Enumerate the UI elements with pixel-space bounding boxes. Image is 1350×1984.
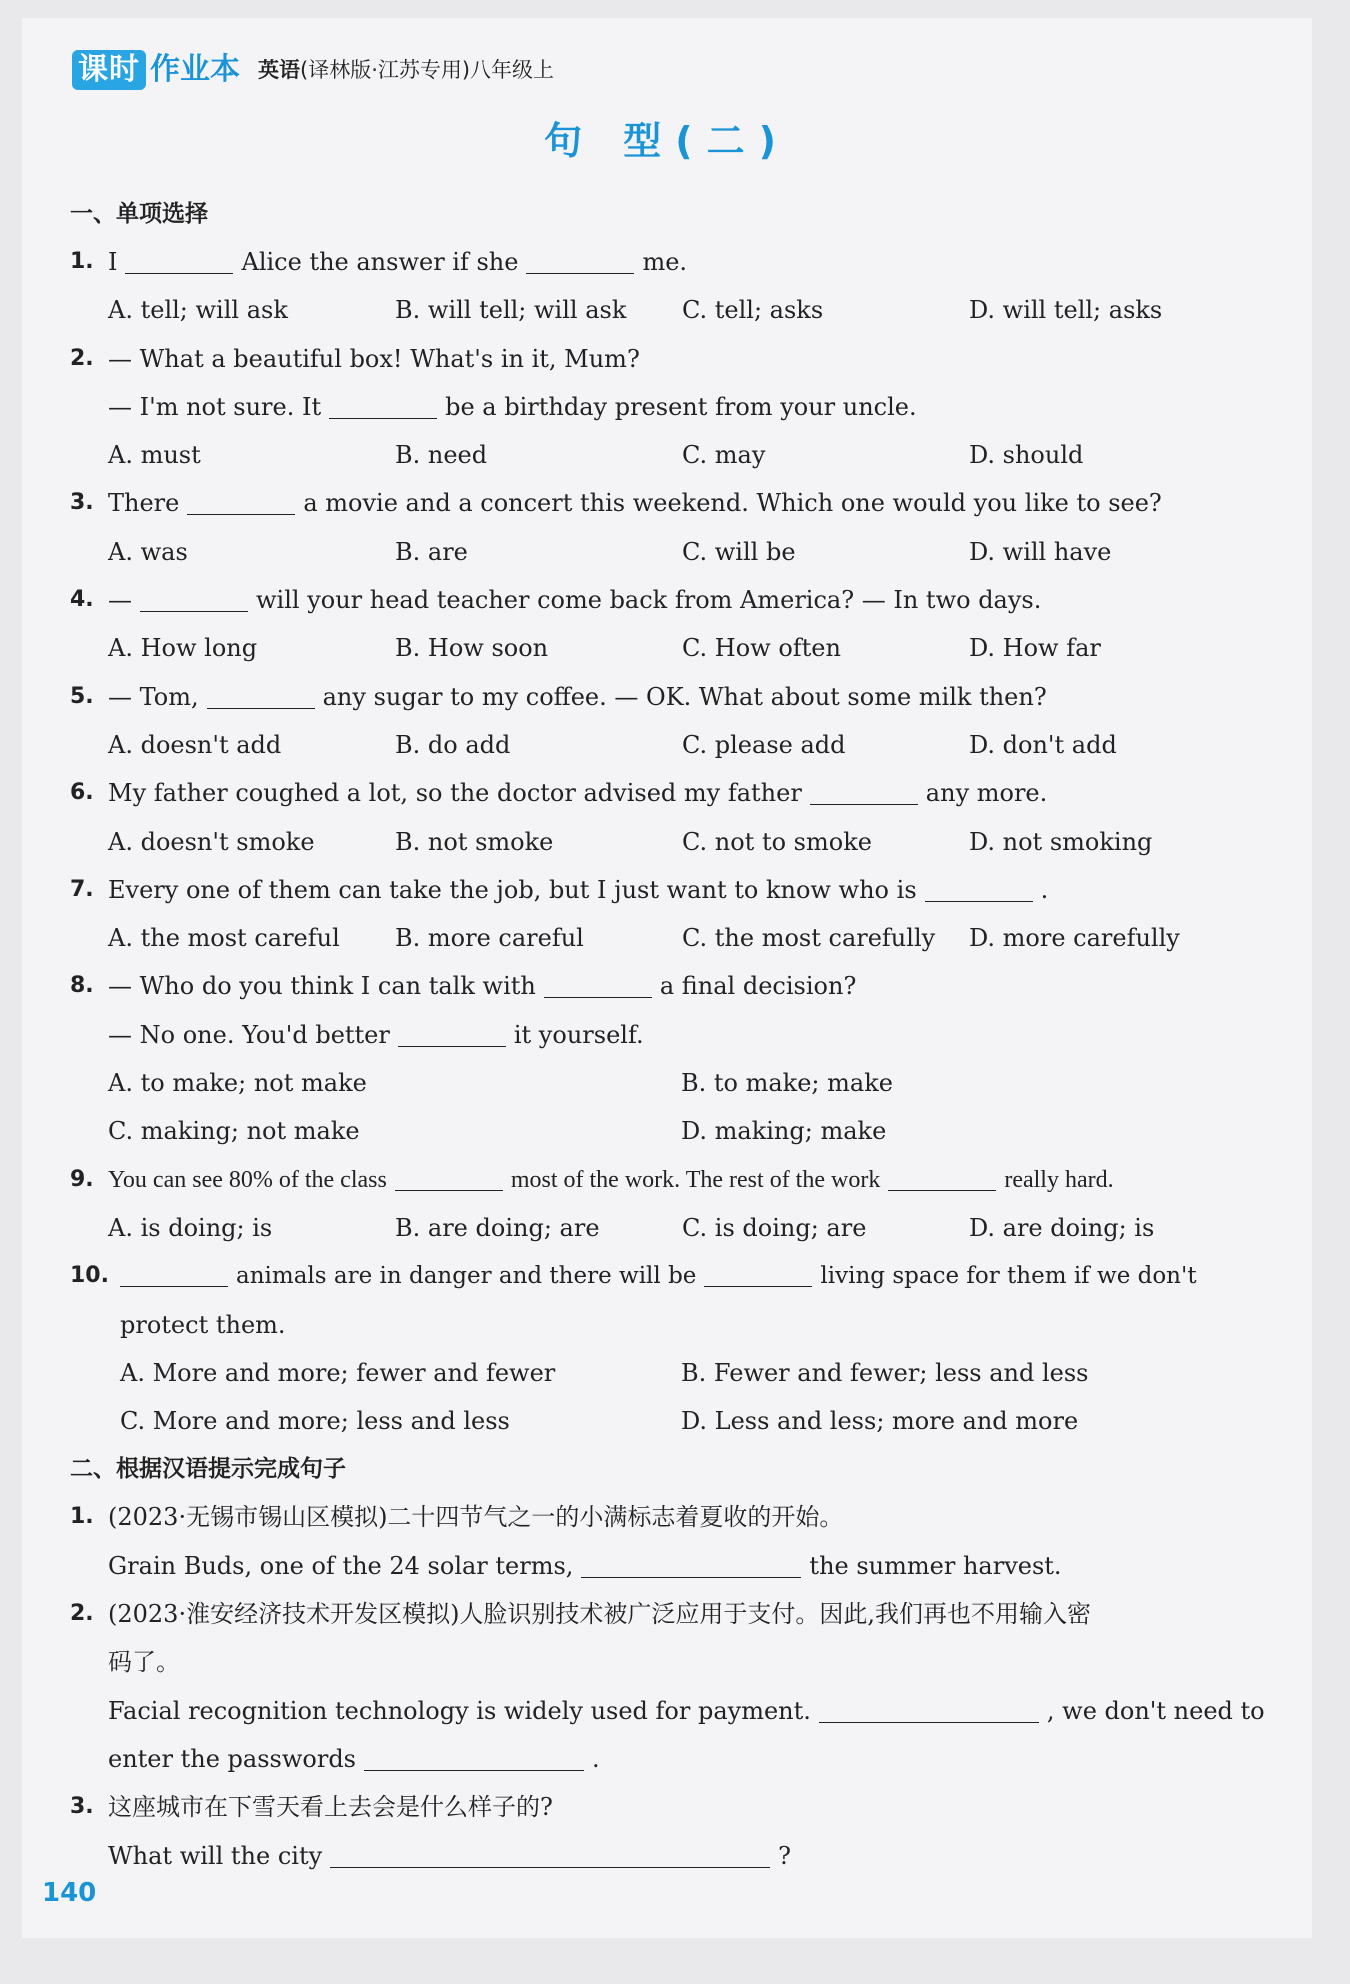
- section-heading-choice: 一、单项选择: [70, 201, 208, 227]
- option-b[interactable]: B. Fewer and fewer; less and less: [681, 1358, 1089, 1387]
- option-b[interactable]: B. to make; make: [681, 1069, 893, 1098]
- answer-blank[interactable]: [364, 1746, 584, 1771]
- question-7: [70, 866, 1272, 914]
- options-row: [70, 1059, 1272, 1107]
- options-row: [70, 286, 1272, 334]
- question-number: 3.: [70, 490, 94, 516]
- option-c[interactable]: C. may: [682, 441, 766, 470]
- question-text: — What a beautiful box! What's in it, Mum?: [108, 344, 640, 373]
- question-4: [70, 576, 1272, 624]
- exercise-content: [70, 190, 1272, 1880]
- workbook-page: [22, 18, 1312, 1938]
- question-text: There: [108, 489, 180, 518]
- question-number: 4.: [70, 587, 94, 613]
- english-text: .: [592, 1744, 600, 1773]
- question-number: 2.: [70, 1601, 94, 1627]
- question-number: 1.: [70, 249, 94, 274]
- english-line: [70, 1735, 1272, 1783]
- logo-text: 作业本: [150, 52, 240, 87]
- question-3: [70, 479, 1272, 527]
- option-b[interactable]: B. need: [395, 441, 488, 470]
- english-line: [70, 1832, 1272, 1880]
- answer-blank[interactable]: [395, 1166, 503, 1191]
- options-row: [70, 528, 1272, 576]
- question-text: My father coughed a lot, so the doctor advised my father: [108, 779, 802, 808]
- question-5: [70, 673, 1272, 721]
- question-line: protect them.: [120, 1310, 286, 1339]
- answer-blank[interactable]: [398, 1022, 506, 1047]
- option-c[interactable]: C. the most carefully: [682, 924, 936, 953]
- logo: [72, 50, 240, 90]
- answer-blank[interactable]: [329, 394, 437, 419]
- english-text: , we don't need to: [1046, 1696, 1265, 1725]
- english-text: ?: [778, 1841, 792, 1870]
- answer-blank[interactable]: [704, 1263, 812, 1287]
- answer-blank[interactable]: [140, 587, 248, 612]
- question-number: 7.: [70, 876, 94, 902]
- option-d[interactable]: D. are doing; is: [969, 1213, 1155, 1242]
- question-text: I: [108, 248, 118, 276]
- chinese-prompt-cont: 码了。: [108, 1648, 180, 1677]
- question-text: — Who do you think I can talk with: [108, 972, 536, 1001]
- chinese-prompt: (2023·淮安经济技术开发区模拟)人脸识别技术被广泛应用于支付。因此,我们再也不用输入密: [108, 1600, 1092, 1629]
- chinese-prompt: 这座城市在下雪天看上去会是什么样子的?: [108, 1793, 553, 1822]
- question-text: living space for them if we don't: [820, 1263, 1197, 1290]
- question-text: —: [108, 586, 132, 615]
- question-text: — Tom,: [108, 682, 199, 711]
- english-text: Grain Buds, one of the 24 solar terms,: [108, 1551, 574, 1580]
- option-a[interactable]: A. How long: [108, 634, 258, 663]
- question-text: any more.: [925, 779, 1048, 808]
- options-row: [70, 914, 1272, 962]
- options-row: [70, 818, 1272, 866]
- english-line: [70, 1687, 1272, 1735]
- question-9: [70, 1156, 1272, 1204]
- options-row: [70, 431, 1272, 479]
- answer-blank[interactable]: [888, 1166, 996, 1191]
- option-b[interactable]: B. are: [395, 537, 468, 566]
- page-number: 140: [42, 1878, 97, 1908]
- answer-blank[interactable]: [925, 877, 1033, 902]
- question-text: any sugar to my coffee. — OK. What about some milk then?: [322, 682, 1047, 711]
- question-text: Every one of them can take the job, but I just want to know who is: [108, 875, 917, 904]
- question-number: 2.: [70, 345, 94, 371]
- answer-blank[interactable]: [125, 249, 233, 274]
- options-row: [70, 721, 1272, 769]
- option-d[interactable]: D. don't add: [969, 730, 1117, 759]
- translation-3: [70, 1783, 1272, 1831]
- answer-blank[interactable]: [187, 490, 295, 515]
- english-line: [70, 1542, 1272, 1590]
- question-text: — No one. You'd better: [108, 1020, 390, 1049]
- option-b[interactable]: B. not smoke: [395, 827, 554, 856]
- option-a[interactable]: A. the most careful: [108, 924, 340, 953]
- question-8: [70, 962, 1272, 1010]
- question-text: me.: [642, 248, 688, 276]
- options-row: [70, 1397, 1272, 1445]
- question-text: really hard.: [1004, 1166, 1114, 1193]
- option-c[interactable]: C. tell; asks: [682, 296, 824, 325]
- option-a[interactable]: A. doesn't add: [108, 730, 282, 759]
- options-row: [70, 1107, 1272, 1155]
- question-number: 3.: [70, 1794, 94, 1820]
- option-d[interactable]: D. will have: [969, 537, 1112, 566]
- option-d[interactable]: D. more carefully: [969, 924, 1180, 953]
- question-number: 10.: [70, 1263, 109, 1289]
- option-c[interactable]: C. More and more; less and less: [120, 1407, 510, 1436]
- question-text: You can see 80% of the class: [108, 1166, 387, 1193]
- option-a[interactable]: A. doesn't smoke: [108, 827, 315, 856]
- translation-1: [70, 1493, 1272, 1541]
- answer-blank[interactable]: [330, 1843, 770, 1868]
- options-row: [70, 1349, 1272, 1397]
- question-text: .: [1040, 875, 1049, 904]
- question-number: 6.: [70, 780, 94, 806]
- option-a[interactable]: A. More and more; fewer and fewer: [120, 1358, 556, 1387]
- question-line: [70, 383, 1272, 431]
- question-text: a final decision?: [659, 972, 857, 1001]
- section-heading-translation: 二、根据汉语提示完成句子: [70, 1456, 346, 1483]
- answer-blank[interactable]: [581, 1553, 801, 1578]
- answer-blank[interactable]: [120, 1263, 228, 1287]
- option-d[interactable]: D. Less and less; more and more: [681, 1407, 1079, 1436]
- question-text: — I'm not sure. It: [108, 392, 322, 421]
- question-text: Alice the answer if she: [241, 248, 519, 276]
- english-text: the summer harvest.: [809, 1551, 1062, 1580]
- subject-edition: (译林版·江苏专用)八年级上: [300, 58, 555, 82]
- question-10: [70, 1252, 1272, 1300]
- option-d[interactable]: D. making; make: [681, 1117, 887, 1146]
- option-d[interactable]: D. not smoking: [969, 827, 1153, 856]
- question-text: it yourself.: [513, 1020, 644, 1049]
- option-b[interactable]: B. do add: [395, 730, 511, 759]
- question-2: [70, 335, 1272, 383]
- option-a[interactable]: A. must: [108, 441, 201, 470]
- option-b[interactable]: B. are doing; are: [395, 1213, 600, 1242]
- option-c[interactable]: C. please add: [682, 730, 846, 759]
- question-text: be a birthday present from your uncle.: [445, 392, 917, 421]
- page-header: [72, 40, 554, 90]
- answer-blank[interactable]: [819, 1698, 1039, 1723]
- option-c[interactable]: C. How often: [682, 634, 841, 663]
- option-c[interactable]: C. will be: [682, 537, 796, 566]
- question-text: a movie and a concert this weekend. Which one would you like to see?: [303, 489, 1162, 518]
- question-text: animals are in danger and there will be: [236, 1263, 697, 1290]
- option-c[interactable]: C. making; not make: [108, 1117, 360, 1146]
- english-text: enter the passwords: [108, 1744, 356, 1773]
- question-line: [70, 1011, 1272, 1059]
- page-title: 句 型(二): [544, 119, 790, 163]
- answer-blank[interactable]: [810, 780, 918, 805]
- translation-2: [70, 1590, 1272, 1638]
- subject-name: 英语: [258, 58, 300, 82]
- question-text: most of the work. The rest of the work: [510, 1166, 881, 1193]
- answer-blank[interactable]: [526, 249, 634, 274]
- option-b[interactable]: B. will tell; will ask: [395, 296, 627, 325]
- options-row: [70, 624, 1272, 672]
- question-number: 8.: [70, 973, 94, 999]
- option-c[interactable]: C. is doing; are: [682, 1213, 867, 1242]
- english-text: Facial recognition technology is widely used for payment.: [108, 1696, 811, 1725]
- answer-blank[interactable]: [544, 973, 652, 998]
- question-1: [70, 238, 1272, 286]
- option-b[interactable]: B. How soon: [395, 634, 549, 663]
- options-row: [70, 1204, 1272, 1252]
- option-a[interactable]: A. was: [108, 537, 188, 566]
- english-text: What will the city: [108, 1841, 323, 1870]
- question-number: 1.: [70, 1504, 94, 1530]
- option-c[interactable]: C. not to smoke: [682, 827, 872, 856]
- option-d[interactable]: D. should: [969, 441, 1084, 470]
- question-number: 9.: [70, 1166, 94, 1192]
- logo-badge: 课时: [72, 50, 146, 90]
- option-b[interactable]: B. more careful: [395, 924, 584, 953]
- option-a[interactable]: A. is doing; is: [108, 1213, 273, 1242]
- question-number: 5.: [70, 683, 94, 709]
- option-d[interactable]: D. How far: [969, 634, 1101, 663]
- answer-blank[interactable]: [207, 684, 315, 709]
- question-text: will your head teacher come back from America? — In two days.: [256, 586, 1042, 615]
- chinese-prompt: (2023·无锡市锡山区模拟)二十四节气之一的小满标志着夏收的开始。: [108, 1503, 844, 1532]
- option-a[interactable]: A. to make; not make: [108, 1069, 367, 1098]
- option-a[interactable]: A. tell; will ask: [108, 296, 288, 325]
- option-d[interactable]: D. will tell; asks: [969, 296, 1163, 325]
- subject-line: [258, 50, 554, 90]
- question-6: [70, 769, 1272, 817]
